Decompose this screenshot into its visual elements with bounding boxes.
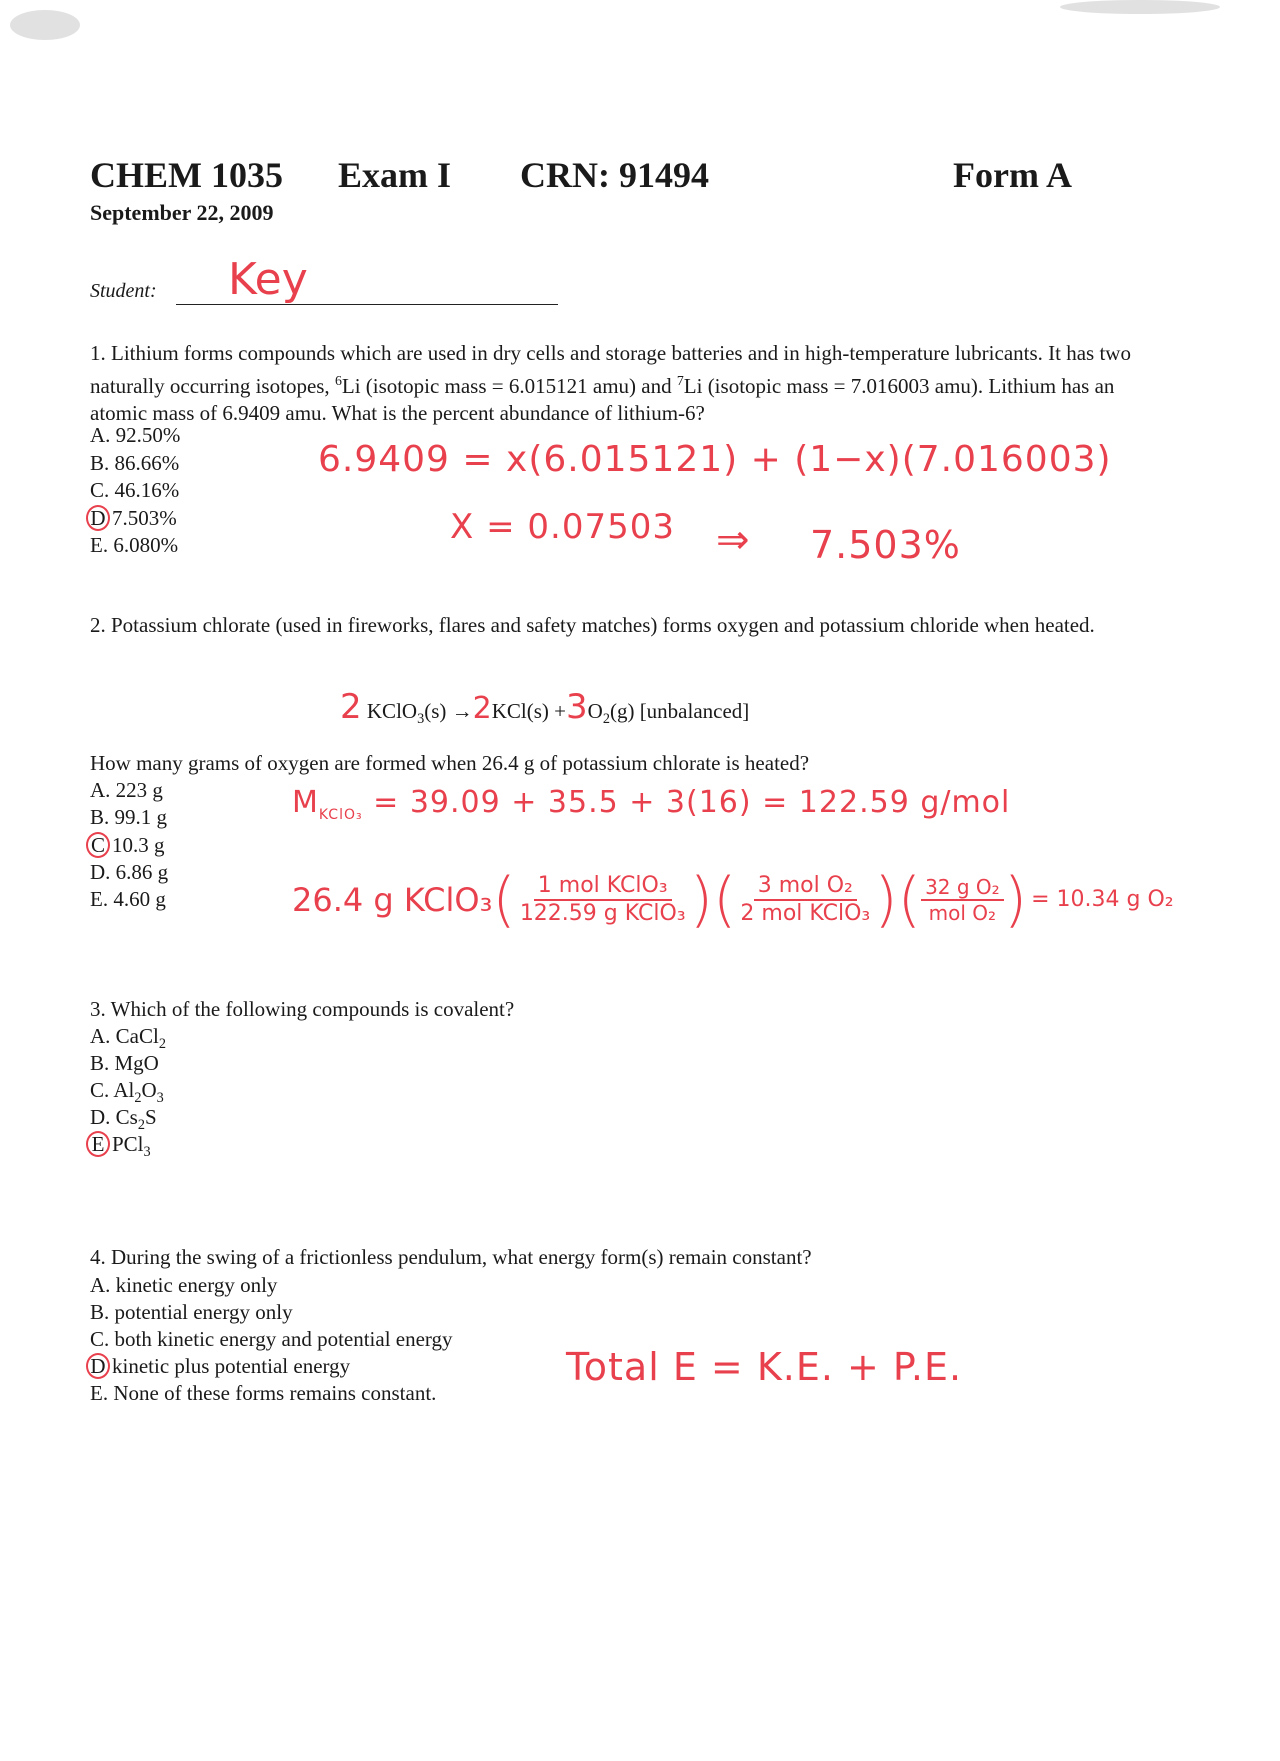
eq-subscript: 3 [417,711,425,728]
coefficient-2: 2 [472,691,492,726]
q1-option-c: C. 46.16% [90,478,180,502]
q1-text-part: Li (isotopic mass = 7.016003 amu). Lithium has an atomic mass of 6.9409 amu. What is the percent abundance of lithium-6? [90,374,1115,425]
factor-denominator: 2 mol KClO₃ [740,901,871,926]
exam-title: Exam I [338,155,452,195]
exam-date: September 22, 2009 [90,200,274,225]
answer-circle: D [86,1353,110,1379]
molar-calculation: = 39.09 + 35.5 + 3(16) = 122.59 g/mol [373,785,1011,820]
q4-option-d [90,1353,350,1380]
factor-denominator: 122.59 g KClO₃ [519,901,686,926]
q1-work-solution: X = 0.07503 [450,507,675,547]
conversion-factor-2 [736,875,874,925]
paren-close: )( [689,865,737,935]
question-4-text: 4. During the swing of a frictionless pendulum, what energy form(s) remain constant? [90,1245,812,1269]
q3-option-b: B. MgO [90,1051,159,1075]
coefficient-2: 2 [340,687,362,727]
q2-option-e: E. 4.60 g [90,887,166,911]
q2-option-c-text: 10.3 g [112,833,165,857]
student-label: Student: [90,280,157,302]
q2-conversion-work [292,865,1174,935]
q1-option-d [90,505,177,532]
q3-option-text: C. Al [90,1078,135,1102]
eq-text: KCl(s) + [491,699,566,723]
q3-option-text: O [141,1078,157,1102]
q2-option-d: D. 6.86 g [90,860,169,884]
q3-subscript: 3 [156,1090,164,1107]
factor-denominator: mol O₂ [928,901,997,925]
q2-option-b: B. 99.1 g [90,805,168,829]
implies-arrow-icon: ⇒ [716,517,750,563]
crn: CRN: 91494 [520,155,709,195]
q1-isotope-6: 6 [334,373,342,388]
eq-text: (s) → [424,699,473,723]
q2-option-c [90,832,165,859]
q1-option-a: A. 92.50% [90,423,181,447]
q3-subscript: 2 [137,1117,145,1134]
q1-work-result: 7.503% [810,523,961,567]
answer-circle: D [86,505,110,531]
q2-chemical-equation [340,687,750,728]
question-2-text: 2. Potassium chlorate (used in fireworks, flares and safety matches) forms oxygen and potassium chloride when heated. [90,613,1095,637]
q4-option-b: B. potential energy only [90,1300,293,1324]
q3-subscript: 3 [143,1144,151,1161]
scan-smudge [1060,0,1220,14]
answer-circle: E [86,1131,110,1157]
q3-option-text: S [145,1105,157,1129]
eq-subscript: 2 [602,711,610,728]
q4-option-d-text: kinetic plus potential energy [112,1354,351,1378]
q4-option-e: E. None of these forms remains constant. [90,1381,437,1405]
q2-question: How many grams of oxygen are formed when 26.4 g of potassium chlorate is heated? [90,751,810,775]
q1-option-b: B. 86.66% [90,451,180,475]
q4-option-c: C. both kinetic energy and potential energy [90,1327,453,1351]
question-3-text: 3. Which of the following compounds is covalent? [90,997,515,1021]
q2-molar-mass-work [292,785,1011,823]
q1-text-part: 1. Lithium forms compounds which are used in dry cells and storage batteries and in high-temperature lubricants. It has two naturally occurring isotopes, [90,341,1131,398]
form-label: Form A [953,155,1072,195]
eq-text: (g) [unbalanced] [609,699,750,723]
conv-result: = 10.34 g O₂ [1031,887,1174,912]
paren-close: )( [874,865,922,935]
q3-subscript: 2 [134,1090,142,1107]
q2-option-a: A. 223 g [90,778,163,802]
coefficient-3: 3 [566,687,588,727]
conversion-factor-3 [921,877,1004,923]
q3-option-text: D. Cs [90,1105,138,1129]
q4-work: Total E = K.E. + P.E. [566,1345,963,1389]
scan-smudge [10,10,80,40]
q3-option-e [90,1131,151,1166]
factor-numerator: 3 mol O₂ [754,875,857,901]
q1-option-e: E. 6.080% [90,533,179,557]
molar-subscript: KClO₃ [318,807,363,823]
eq-text: O [587,699,603,723]
student-name-handwritten: Key [228,254,308,305]
conversion-factor-1 [516,875,690,925]
course-title: CHEM 1035 [90,155,283,195]
eq-text: KClO [366,699,418,723]
q4-option-a: A. kinetic energy only [90,1273,278,1297]
q1-isotope-7: 7 [676,373,684,388]
q3-option-text: A. CaCl [90,1024,159,1048]
q1-work-equation: 6.9409 = x(6.015121) + (1−x)(7.016003) [318,439,1112,480]
paren-open: ( [492,865,516,935]
q3-subscript: 2 [158,1036,166,1053]
question-1-text [90,340,1170,427]
q1-text-part: Li (isotopic mass = 6.015121 amu) and [341,374,677,398]
answer-circle: C [86,832,110,858]
factor-numerator: 32 g O₂ [921,877,1004,901]
q3-option-text: PCl [112,1132,144,1156]
factor-numerator: 1 mol KClO₃ [534,875,672,901]
molar-symbol: M [292,785,319,820]
conv-start: 26.4 g KClO₃ [292,881,493,919]
q1-option-d-text: 7.503% [112,506,177,530]
paren-close: ) [1003,865,1028,935]
